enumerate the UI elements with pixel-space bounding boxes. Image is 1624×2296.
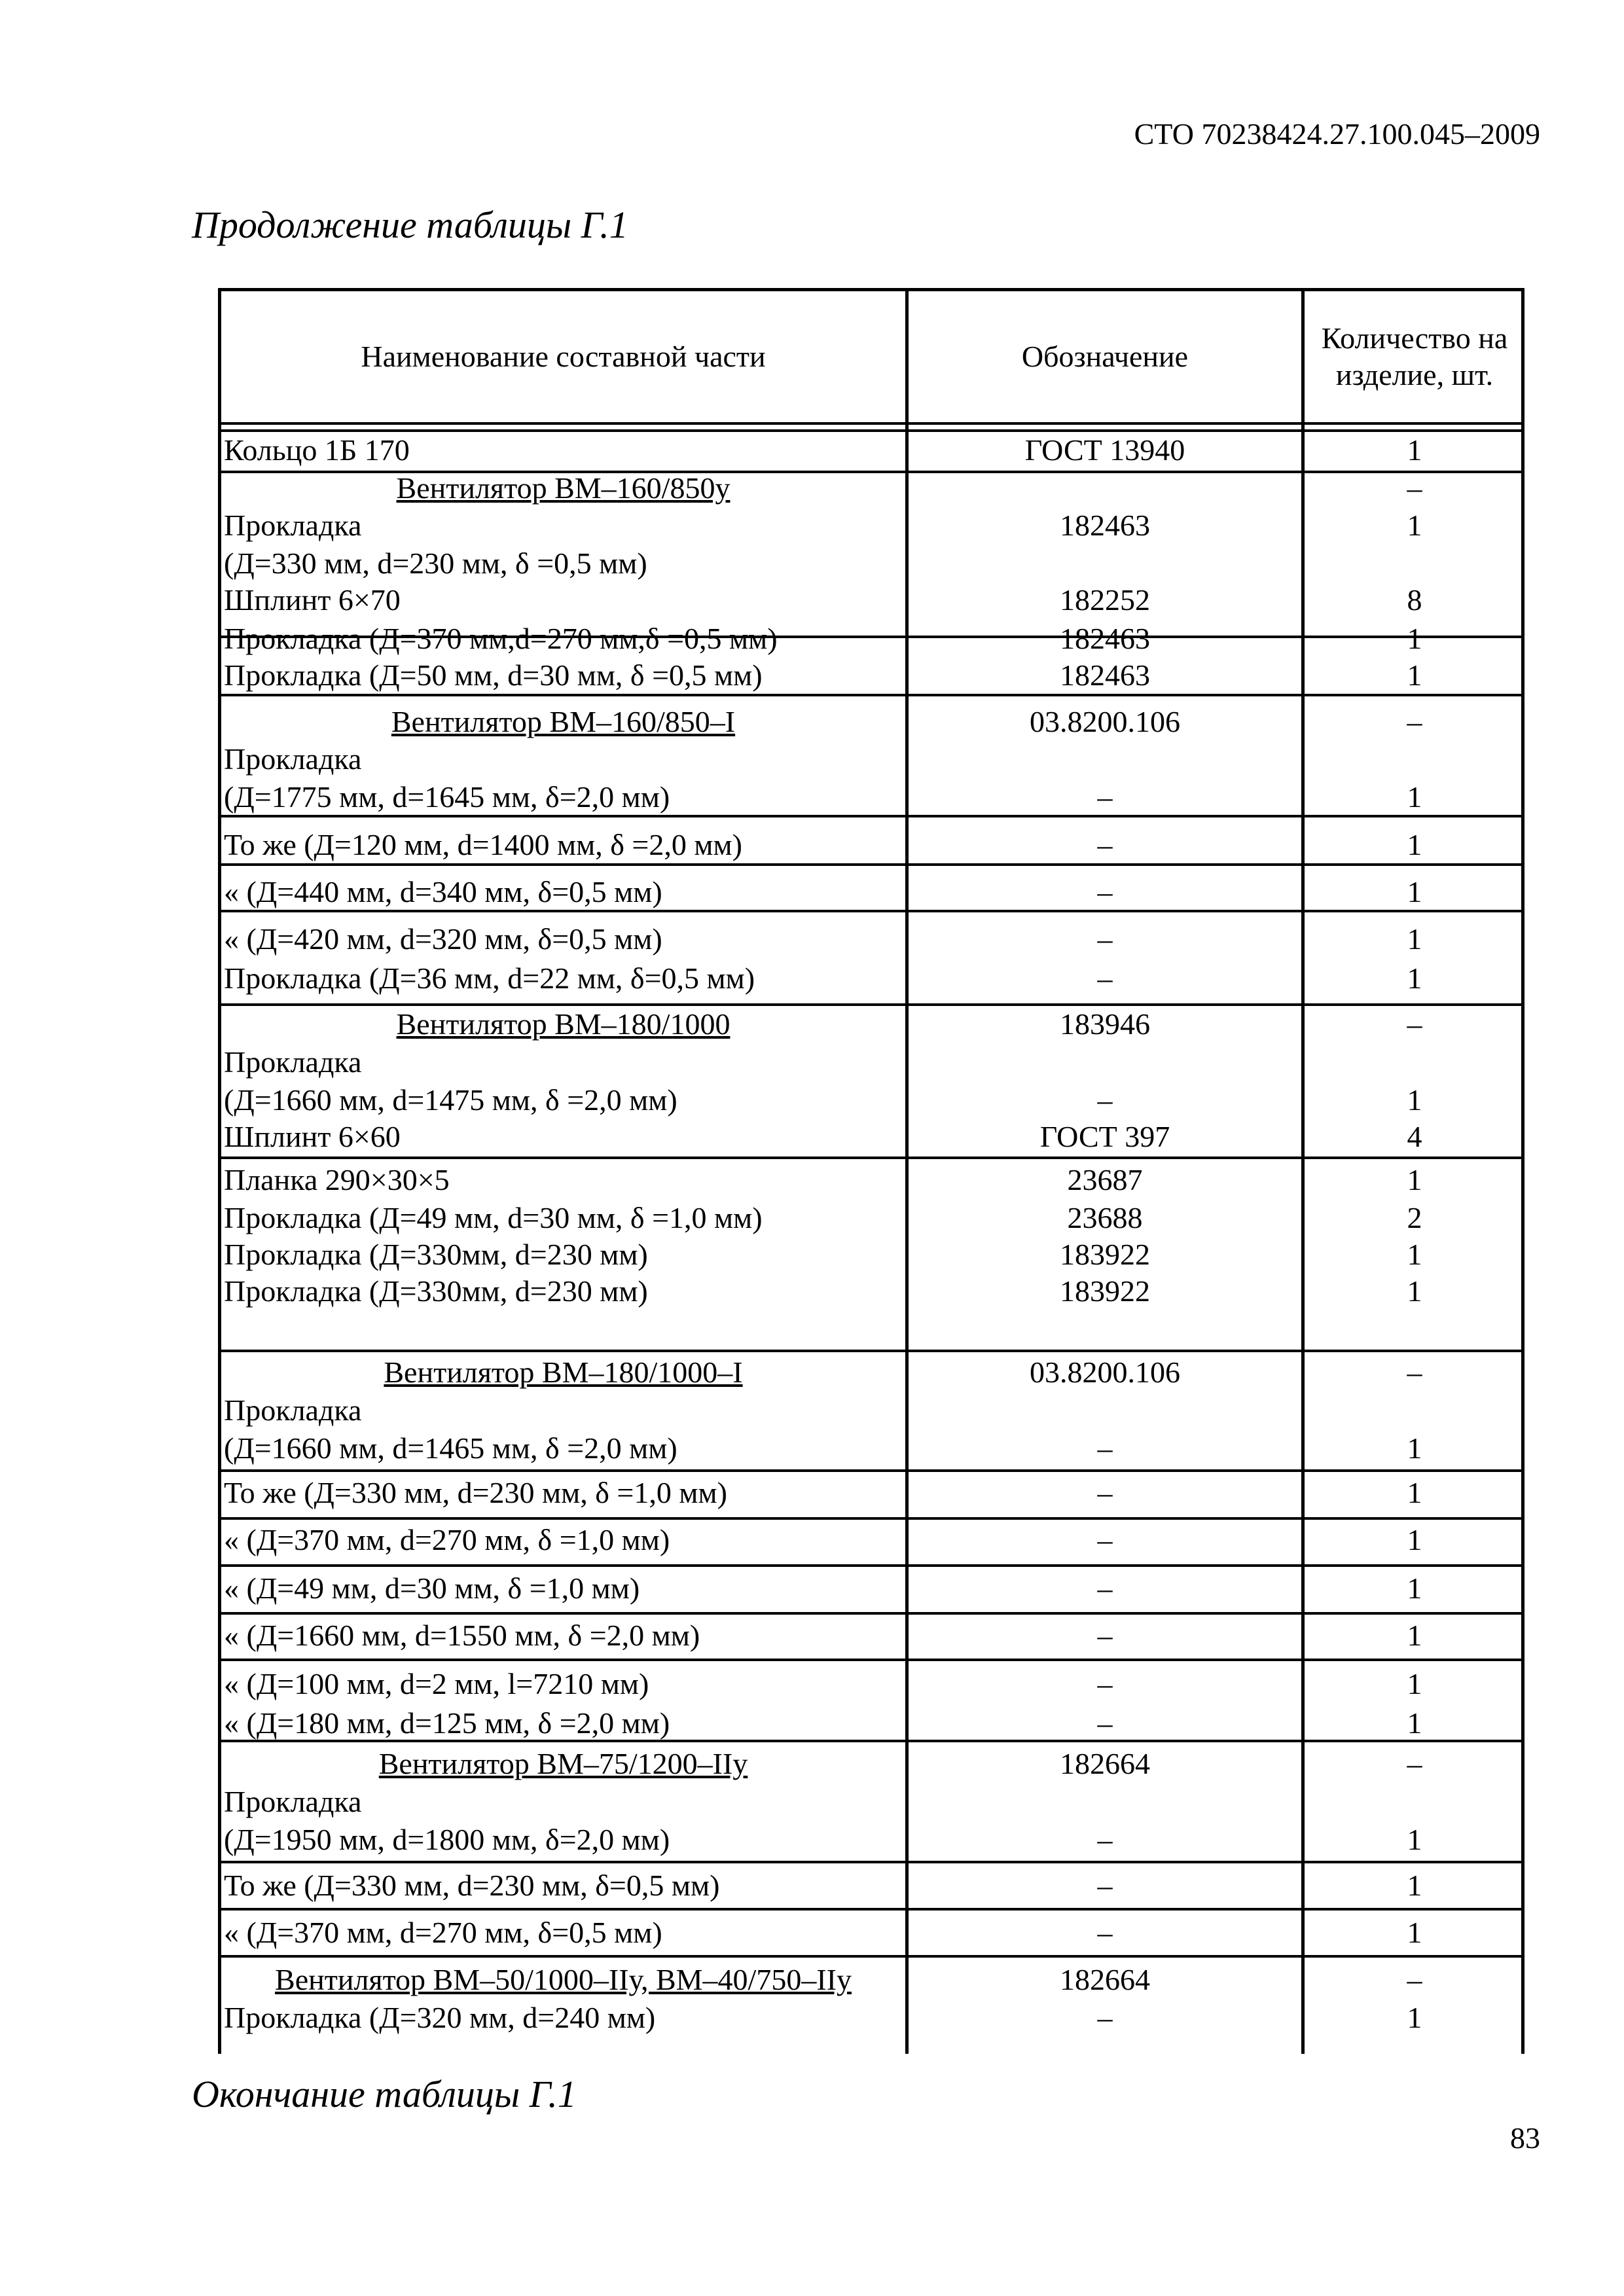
part-name: « (Д=370 мм, d=270 мм, δ=0,5 мм)	[224, 1916, 662, 1949]
part-name: Прокладка (Д=370 мм,d=270 мм,δ =0,5 мм)	[224, 622, 778, 655]
part-designation: 183946	[1060, 1007, 1150, 1041]
part-quantity: 1	[1407, 1619, 1422, 1652]
part-designation: –	[1097, 1619, 1113, 1652]
part-quantity: 1	[1407, 1916, 1422, 1949]
part-quantity: 1	[1407, 658, 1422, 692]
group-heading: Вентилятор ВМ–50/1000–IIу, ВМ–40/750–IIу	[275, 1963, 852, 1996]
part-quantity: 1	[1407, 1869, 1422, 1902]
part-name: « (Д=49 мм, d=30 мм, δ =1,0 мм)	[224, 1571, 640, 1605]
part-name: То же (Д=330 мм, d=230 мм, δ =1,0 мм)	[224, 1476, 727, 1509]
part-name: Прокладка (Д=330мм, d=230 мм)	[224, 1238, 648, 1271]
part-name: Кольцо 1Б 170	[224, 433, 410, 467]
column-header-name: Наименование составной части	[361, 340, 766, 373]
part-quantity: 2	[1407, 1201, 1422, 1234]
part-name: Прокладка	[224, 742, 362, 776]
part-name: Прокладка (Д=36 мм, d=22 мм, δ=0,5 мм)	[224, 961, 755, 995]
part-name: « (Д=180 мм, d=125 мм, δ =2,0 мм)	[224, 1706, 670, 1740]
part-name: То же (Д=120 мм, d=1400 мм, δ =2,0 мм)	[224, 828, 742, 861]
part-quantity: 1	[1407, 922, 1422, 956]
part-name: (Д=1660 мм, d=1465 мм, δ =2,0 мм)	[224, 1431, 677, 1465]
part-name: « (Д=440 мм, d=340 мм, δ=0,5 мм)	[224, 875, 662, 908]
row-separator	[221, 1469, 1521, 1472]
part-name: Прокладка	[224, 1785, 362, 1818]
part-quantity: 1	[1407, 1523, 1422, 1556]
part-name: Планка 290×30×5	[224, 1163, 450, 1196]
part-designation: –	[1097, 1667, 1113, 1700]
part-quantity: 1	[1407, 1238, 1422, 1271]
row-separator	[221, 1517, 1521, 1520]
part-designation: 182664	[1060, 1747, 1150, 1780]
part-quantity: 1	[1407, 622, 1422, 655]
row-separator	[221, 1157, 1521, 1159]
part-designation: –	[1097, 1823, 1113, 1856]
parts-table	[218, 288, 1525, 2054]
part-quantity: 1	[1407, 1163, 1422, 1196]
row-separator	[221, 1908, 1521, 1910]
part-name: « (Д=100 мм, d=2 мм, l=7210 мм)	[224, 1667, 649, 1700]
part-designation: –	[1097, 1431, 1113, 1465]
row-separator	[221, 1564, 1521, 1567]
header-rule	[221, 422, 1521, 425]
part-quantity: 1	[1407, 875, 1422, 908]
group-heading: Вентилятор ВМ–160/850у	[396, 471, 731, 505]
part-quantity: 1	[1407, 433, 1422, 467]
part-designation: 23688	[1067, 1201, 1143, 1234]
part-quantity: 1	[1407, 1431, 1422, 1465]
part-quantity: 4	[1407, 1120, 1422, 1153]
page-number: 83	[1510, 2121, 1540, 2155]
part-designation: –	[1097, 1523, 1113, 1556]
part-quantity: –	[1407, 1007, 1422, 1041]
part-quantity: 1	[1407, 509, 1422, 542]
part-quantity: 1	[1407, 2001, 1422, 2034]
part-designation: 182252	[1060, 583, 1150, 617]
part-quantity: –	[1407, 1747, 1422, 1780]
row-separator	[221, 1659, 1521, 1661]
group-heading: Вентилятор ВМ–180/1000	[396, 1007, 731, 1041]
part-name: Прокладка	[224, 509, 362, 542]
row-separator	[221, 694, 1521, 696]
part-name: (Д=1775 мм, d=1645 мм, δ=2,0 мм)	[224, 780, 670, 814]
part-designation: –	[1097, 2001, 1113, 2034]
part-name: Прокладка	[224, 1393, 362, 1427]
part-designation: –	[1097, 1706, 1113, 1740]
row-separator	[221, 1350, 1521, 1352]
part-quantity: 1	[1407, 1823, 1422, 1856]
part-designation: –	[1097, 1476, 1113, 1509]
part-designation: ГОСТ 13940	[1024, 433, 1185, 467]
part-designation: –	[1097, 828, 1113, 861]
part-quantity: 1	[1407, 780, 1422, 814]
row-separator	[221, 863, 1521, 866]
part-designation: 182463	[1060, 622, 1150, 655]
part-designation: –	[1097, 875, 1113, 908]
part-quantity: –	[1407, 471, 1422, 505]
table-caption-end: Окончание таблицы Г.1	[192, 2073, 577, 2115]
part-designation: 23687	[1067, 1163, 1143, 1196]
part-name: « (Д=1660 мм, d=1550 мм, δ =2,0 мм)	[224, 1619, 700, 1652]
row-separator	[221, 1955, 1521, 1958]
part-quantity: 1	[1407, 828, 1422, 861]
part-designation: 182463	[1060, 509, 1150, 542]
part-quantity: 1	[1407, 1083, 1422, 1117]
part-name: Прокладка (Д=330мм, d=230 мм)	[224, 1274, 648, 1308]
part-designation: –	[1097, 1083, 1113, 1117]
part-quantity: –	[1407, 705, 1422, 738]
part-quantity: 1	[1407, 1476, 1422, 1509]
row-separator	[221, 1612, 1521, 1615]
part-name: То же (Д=330 мм, d=230 мм, δ=0,5 мм)	[224, 1869, 720, 1902]
part-quantity: 8	[1407, 583, 1422, 617]
table-caption-continued: Продолжение таблицы Г.1	[192, 204, 628, 246]
part-designation: –	[1097, 922, 1113, 956]
part-quantity: –	[1407, 1355, 1422, 1389]
part-name: « (Д=370 мм, d=270 мм, δ =1,0 мм)	[224, 1523, 670, 1556]
column-header-quantity: Количество на изделие, шт.	[1321, 321, 1508, 391]
part-name: (Д=1950 мм, d=1800 мм, δ=2,0 мм)	[224, 1823, 670, 1856]
part-designation: 182463	[1060, 658, 1150, 692]
part-designation: ГОСТ 397	[1039, 1120, 1170, 1153]
part-name: Шплинт 6×70	[224, 583, 401, 617]
part-designation: –	[1097, 1869, 1113, 1902]
document-code: СТО 70238424.27.100.045–2009	[1134, 117, 1540, 151]
part-designation: –	[1097, 1916, 1113, 1949]
part-quantity: 1	[1407, 961, 1422, 995]
part-quantity: 1	[1407, 1706, 1422, 1740]
group-heading: Вентилятор ВМ–180/1000–I	[384, 1355, 743, 1389]
part-designation: –	[1097, 961, 1113, 995]
part-designation: 183922	[1060, 1274, 1150, 1308]
part-quantity: –	[1407, 1963, 1422, 1996]
part-name: « (Д=420 мм, d=320 мм, δ=0,5 мм)	[224, 922, 662, 956]
part-quantity: 1	[1407, 1571, 1422, 1605]
part-name: (Д=330 мм, d=230 мм, δ =0,5 мм)	[224, 547, 647, 580]
part-designation: 03.8200.106	[1030, 705, 1180, 738]
group-heading: Вентилятор ВМ–75/1200–IIу	[378, 1747, 748, 1780]
part-name: Прокладка (Д=320 мм, d=240 мм)	[224, 2001, 656, 2034]
part-name: Прокладка (Д=49 мм, d=30 мм, δ =1,0 мм)	[224, 1201, 763, 1234]
part-designation: 182664	[1060, 1963, 1150, 1996]
part-designation: 183922	[1060, 1238, 1150, 1271]
part-name: (Д=1660 мм, d=1475 мм, δ =2,0 мм)	[224, 1083, 677, 1117]
part-name: Прокладка (Д=50 мм, d=30 мм, δ =0,5 мм)	[224, 658, 763, 692]
part-name: Шплинт 6×60	[224, 1120, 401, 1153]
group-heading: Вентилятор ВМ–160/850–I	[391, 705, 736, 738]
part-quantity: 1	[1407, 1274, 1422, 1308]
part-designation: –	[1097, 1571, 1113, 1605]
part-quantity: 1	[1407, 1667, 1422, 1700]
column-header-designation: Обозначение	[1021, 340, 1189, 373]
part-designation: 03.8200.106	[1030, 1355, 1180, 1389]
part-designation: –	[1097, 780, 1113, 814]
row-separator	[221, 1861, 1521, 1863]
part-name: Прокладка	[224, 1045, 362, 1079]
